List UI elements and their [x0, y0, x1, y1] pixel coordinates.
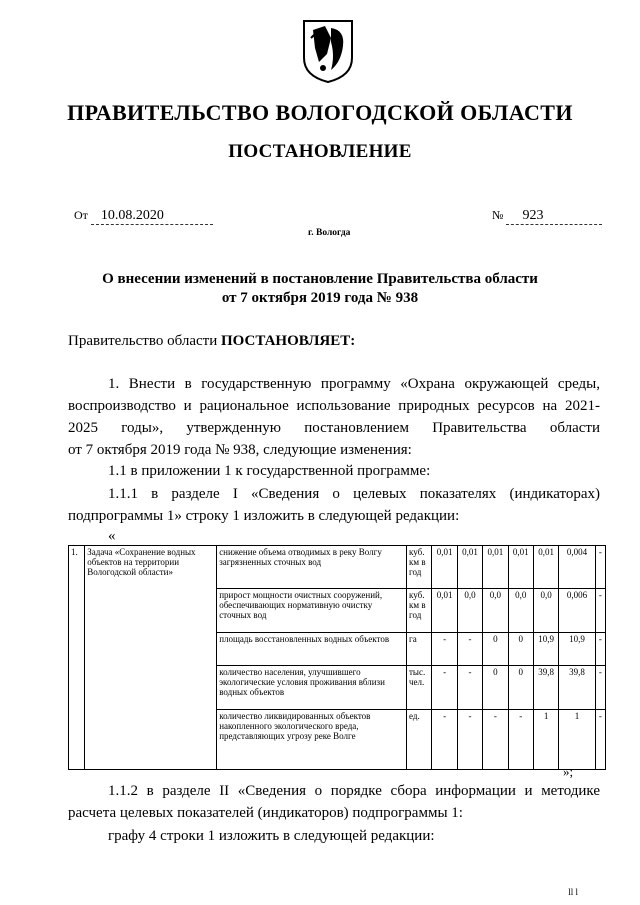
unit-cell: га — [407, 633, 432, 666]
city: г. Вологда — [308, 228, 351, 238]
unit-cell: куб. км в год — [407, 546, 432, 589]
p1-line4: от 7 октября 2019 года № 938, следующие изменения: — [68, 442, 412, 458]
row-number: 1. — [69, 546, 85, 770]
value-cell: 0,0 — [533, 589, 558, 633]
coat-of-arms-emblem — [301, 18, 355, 84]
value-cell: 0,01 — [508, 546, 533, 589]
unit-cell: куб. км в год — [407, 589, 432, 633]
value-cell: 0,004 — [559, 546, 596, 589]
intro-text: Правительство области — [68, 333, 221, 349]
p2: 1.1 в приложении 1 к государственной программе: — [108, 463, 431, 479]
table-row — [69, 546, 606, 589]
value-cell: - — [457, 633, 482, 666]
number-prefix: № — [492, 208, 504, 222]
value-cell: 0,0 — [483, 589, 508, 633]
value-cell: - — [595, 589, 605, 633]
p3-line2: подпрограммы 1» строку 1 изложить в следующей редакции: — [68, 508, 460, 524]
close-quote: »; — [563, 764, 574, 779]
document-type: ПОСТАНОВЛЕНИЕ — [228, 141, 412, 162]
number-line — [492, 208, 602, 225]
p1-line2: воспроизводство и рациональное использование природных ресурсов на 2021- — [68, 398, 600, 414]
government-name: ПРАВИТЕЛЬСТВО ВОЛОГОДСКОЙ ОБЛАСТИ — [67, 100, 573, 125]
open-quote: « — [108, 528, 116, 544]
intro-paragraph — [68, 331, 600, 352]
value-cell: 0 — [508, 666, 533, 710]
p4-line1: 1.1.2 в разделе II «Сведения о порядке сбора информации и методике — [108, 783, 600, 799]
value-cell: 0,0 — [508, 589, 533, 633]
indicator-cell: прирост мощности очистных сооружений, обеспечивающих нормативную очистку сточных вод — [217, 589, 407, 633]
task-cell: Задача «Сохранение водных объектов на территории Вологодской области» — [85, 546, 217, 770]
value-cell: - — [595, 633, 605, 666]
intro-decree: ПОСТАНОВЛЯЕТ: — [220, 333, 356, 349]
value-cell: 0 — [508, 633, 533, 666]
title-line-2: от 7 октября 2019 года № 938 — [221, 290, 419, 306]
value-cell: 0,01 — [483, 546, 508, 589]
indicators-table — [68, 545, 606, 770]
value-cell: - — [432, 710, 457, 770]
value-cell: - — [483, 710, 508, 770]
value-cell: - — [432, 666, 457, 710]
date-line — [74, 208, 213, 225]
value-cell: 0,01 — [432, 546, 457, 589]
indicator-cell: количество населения, улучшившего экологические условия проживания вблизи водных объектов — [217, 666, 407, 710]
value-cell: - — [595, 710, 605, 770]
p3-line1: 1.1.1 в разделе I «Сведения о целевых показателях (индикаторах) — [108, 486, 600, 502]
value-cell: - — [457, 710, 482, 770]
indicator-cell: количество ликвидированных объектов накопленного экологического вреда, представляющих угрозу реке Волге — [217, 710, 407, 770]
value-cell: - — [595, 546, 605, 589]
p1-line3: 2025 годы», утвержденную постановлением Правительства области — [68, 420, 600, 436]
p1-line1: 1. Внести в государственную программу «Охрана окружающей среды, — [108, 376, 600, 392]
value-cell: 0 — [483, 633, 508, 666]
value-cell: 39,8 — [533, 666, 558, 710]
p4-line2: расчета целевых показателей (индикаторов) подпрограммы 1: — [68, 805, 463, 821]
indicator-cell: площадь восстановленных водных объектов — [217, 633, 407, 666]
value-cell: 0,01 — [457, 546, 482, 589]
value-cell: 1 — [533, 710, 558, 770]
number-value: 923 — [506, 208, 602, 225]
value-cell: - — [595, 666, 605, 710]
date-value: 10.08.2020 — [91, 208, 213, 225]
value-cell: - — [432, 633, 457, 666]
title-line-1: О внесении изменений в постановление Правительства области — [102, 271, 538, 287]
unit-cell: ед. — [407, 710, 432, 770]
value-cell: - — [508, 710, 533, 770]
indicator-cell: снижение объема отводимых в реку Волгу загрязненных сточных вод — [217, 546, 407, 589]
date-prefix: От — [74, 208, 88, 222]
value-cell: 1 — [559, 710, 596, 770]
value-cell: 0,01 — [432, 589, 457, 633]
value-cell: 0,0 — [457, 589, 482, 633]
value-cell: 0 — [483, 666, 508, 710]
value-cell: 10,9 — [559, 633, 596, 666]
value-cell: 0,006 — [559, 589, 596, 633]
page-mark: ll l — [568, 887, 578, 897]
value-cell: 0,01 — [533, 546, 558, 589]
p5: графу 4 строки 1 изложить в следующей редакции: — [108, 828, 435, 844]
unit-cell: тыс. чел. — [407, 666, 432, 710]
value-cell: 10,9 — [533, 633, 558, 666]
value-cell: - — [457, 666, 482, 710]
value-cell: 39,8 — [559, 666, 596, 710]
